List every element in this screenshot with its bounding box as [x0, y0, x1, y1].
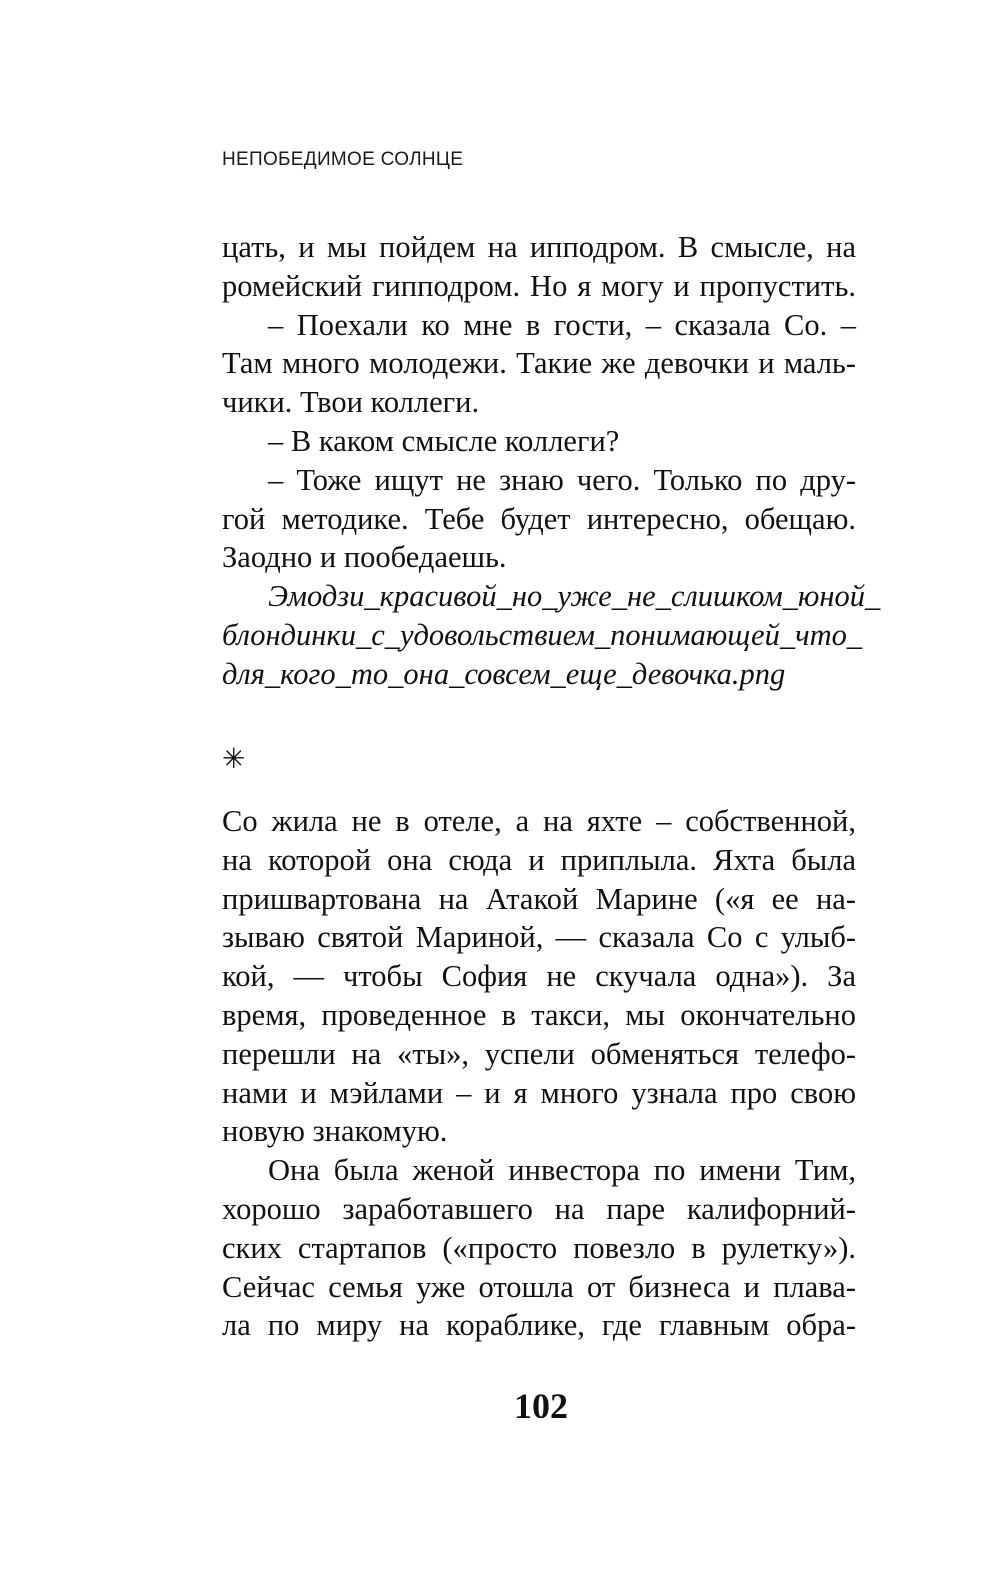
text-line: гой методике. Тебе будет интересно, обещаю.: [222, 501, 856, 536]
text-line: – Поехали ко мне в гости, – сказала Со. –: [268, 307, 856, 342]
text-line: кой, — чтобы София не скучала одна»). За: [222, 959, 856, 994]
text-block-dialogue: [222, 228, 881, 694]
text-line: хорошо заработавшего на паре калифорний-: [222, 1191, 856, 1226]
text-block-narrative: [222, 802, 856, 1345]
text-line: ских стартапов («просто повезло в рулетку»).: [222, 1230, 856, 1265]
text-line: Там много молодежи. Такие же девочки и маль-: [222, 346, 856, 381]
text-line: перешли на «ты», успели обменяться телефо-: [222, 1036, 856, 1071]
text-line: на которой она сюда и приплыла. Яхта была: [222, 842, 856, 877]
text-line: – В каком смысле коллеги?: [268, 423, 620, 458]
emoji-filename-line: блондинки_с_удовольствием_понимающей_что_: [222, 617, 863, 652]
text-line: новую знакомую.: [222, 1114, 448, 1149]
page-number: 102: [514, 1386, 568, 1426]
text-line: пришвартована на Атакой Марине («я ее на-: [222, 881, 856, 916]
emoji-filename-line: Эмодзи_красивой_но_уже_не_слишком_юной_: [268, 579, 881, 614]
emoji-filename-line: для_кого_то_она_совсем_еще_девочка.png: [222, 656, 786, 691]
text-line: нами и мэйлами – и я много узнала про свою: [222, 1075, 856, 1110]
section-separator-asterisk: ✳: [222, 742, 246, 775]
text-line: чики. Твои коллеги.: [222, 385, 480, 420]
text-line: Она была женой инвестора по имени Тим,: [268, 1153, 856, 1188]
text-line: ла по миру на кораблике, где главным обра-: [222, 1308, 856, 1343]
running-head: НЕПОБЕДИМОЕ СОЛНЦЕ: [222, 149, 464, 170]
text-line: цать, и мы пойдем на ипподром. В смысле, на: [222, 230, 856, 264]
text-line: зываю святой Мариной, — сказала Со с улыб-: [222, 920, 856, 955]
text-line: время, проведенное в такси, мы окончательно: [222, 997, 856, 1032]
text-line: ромейский гипподром. Но я могу и пропустить.: [222, 268, 856, 303]
text-line: Заодно и пообедаешь.: [222, 540, 507, 575]
text-line: – Тоже ищут не знаю чего. Только по дру-: [268, 462, 856, 497]
text-line: Сейчас семья уже отошла от бизнеса и плава-: [222, 1269, 856, 1304]
text-line: Со жила не в отеле, а на яхте – собственной,: [222, 804, 856, 838]
